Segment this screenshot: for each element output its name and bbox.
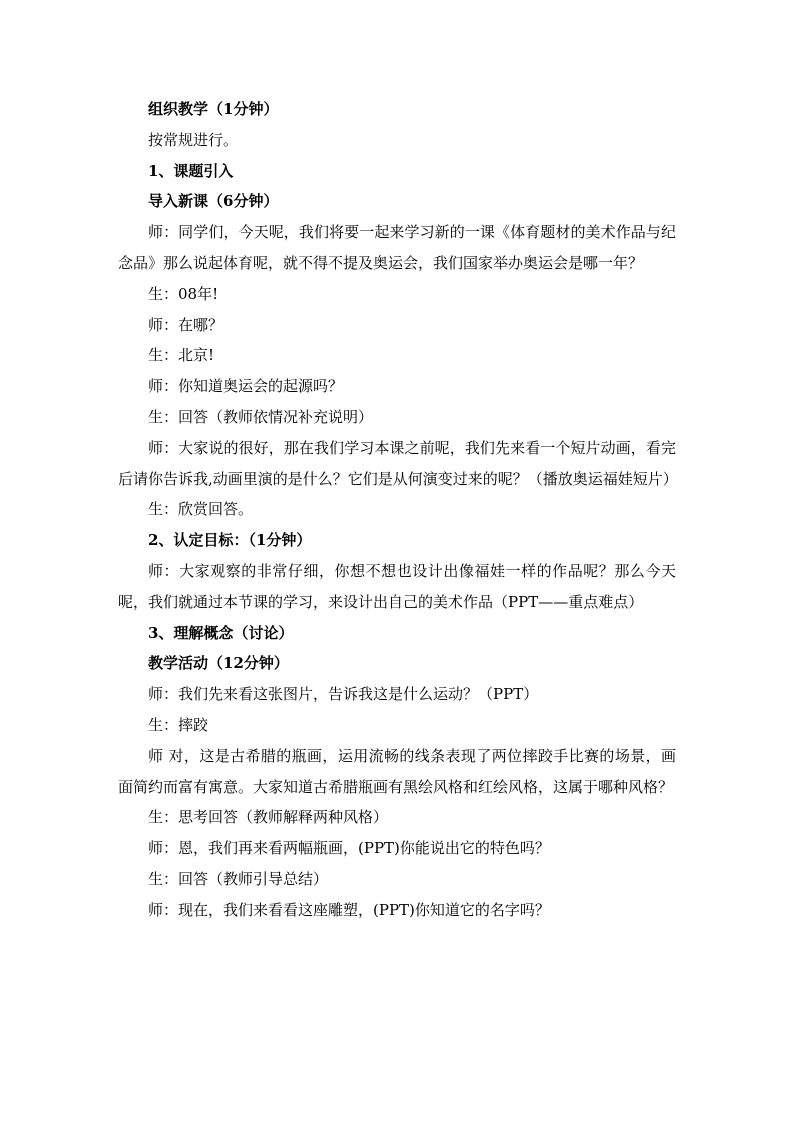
heading-understand-concepts: 3、理解概念（讨论）	[148, 623, 294, 642]
paragraph: 生：思考回答（教师解释两种风格）	[148, 808, 389, 827]
paragraph: 生：北京!	[148, 346, 215, 365]
heading-topic-intro: 1、课题引入	[148, 161, 234, 180]
paragraph: 生：回答（教师引导总结）	[148, 869, 329, 888]
heading-teaching-activity: 教学活动（12分钟）	[148, 654, 289, 673]
paragraph: 师：大家观察的非常仔细，你想不想也设计出像福娃一样的作品呢？那么今天呢，我们就通过本节课的学习，来设计出自己的美术作品（PPT——重点难点）	[118, 561, 676, 611]
paragraph: 按常规进行。	[148, 130, 239, 149]
paragraph: 师：同学们，今天呢，我们将要一起来学习新的一课《体育题材的美术作品与纪念品》那么说起体育呢，就不得不提及奥运会，我们国家举办奥运会是哪一年？	[118, 223, 676, 272]
paragraph: 师：在哪？	[148, 315, 224, 334]
heading-new-lesson: 导入新课（6分钟）	[148, 192, 279, 211]
paragraph: 师：我们先来看这张图片，告诉我这是什么运动？（PPT）	[148, 685, 539, 704]
paragraph: 师 对，这是古希腊的瓶画，运用流畅的线条表现了两位摔跤手比赛的场景，画面简约而富有寓意。大家知道古希腊瓶画有黑绘风格和红绘风格，这属于哪种风格？	[118, 746, 676, 796]
paragraph: 生：欣赏回答。	[148, 500, 254, 519]
paragraph: 生：摔跤	[148, 715, 209, 734]
paragraph: 师：现在，我们来看看这座雕塑，(PPT)你知道它的名字吗？	[148, 900, 550, 919]
paragraph: 生：08年!	[148, 284, 219, 303]
heading-organize-teaching: 组织教学（1分钟）	[148, 100, 279, 118]
paragraph: 师：你知道奥运会的起源吗？	[148, 377, 344, 396]
paragraph: 师：恩，我们再来看两幅瓶画，(PPT)你能说出它的特色吗？	[148, 839, 550, 858]
heading-set-goals: 2、认定目标：（1分钟）	[148, 531, 312, 550]
document-body	[118, 94, 676, 926]
paragraph: 师：大家说的很好，那在我们学习本课之前呢，我们先来看一个短片动画，看完后请你告诉我,动画里演的是什么？它们是从何演变过来的呢？（播放奥运福娃短片）	[118, 438, 678, 488]
paragraph: 生：回答（教师依情况补充说明）	[148, 407, 374, 426]
